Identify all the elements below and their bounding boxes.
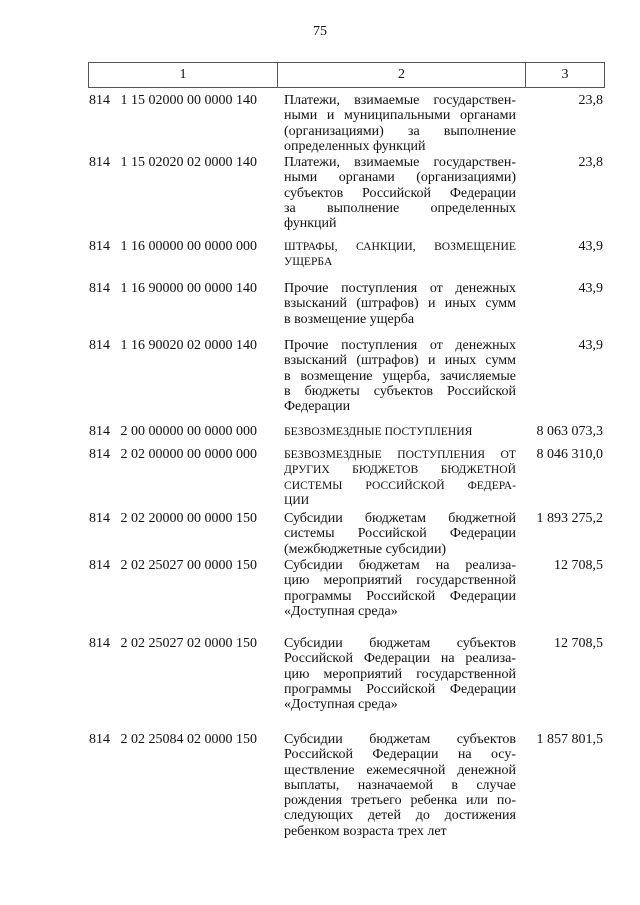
row-amount: 43,9 bbox=[578, 239, 603, 254]
row-amount: 23,8 bbox=[578, 93, 603, 108]
row-amount: 12 708,5 bbox=[554, 636, 603, 651]
description-line: ШТРАФЫ, САНКЦИИ, ВОЗМЕЩЕНИЕ bbox=[284, 240, 516, 253]
description-line: субъектов Российской Федерации bbox=[284, 185, 516, 201]
row-code: 814 2 02 25027 02 0000 150 bbox=[89, 636, 257, 651]
row-code: 814 2 02 25084 02 0000 150 bbox=[89, 732, 257, 747]
row-code: 814 2 02 20000 00 0000 150 bbox=[89, 511, 257, 526]
row-code: 814 2 00 00000 00 0000 000 bbox=[89, 424, 257, 439]
description-line: Субсидии бюджетам субъектов bbox=[284, 636, 516, 651]
description-line: «Доступная среда» bbox=[284, 697, 398, 713]
row-description bbox=[284, 93, 516, 154]
row-code: 814 2 02 25027 00 0000 150 bbox=[89, 558, 257, 573]
row-description bbox=[284, 424, 516, 439]
table-header bbox=[88, 62, 605, 88]
description-line: УЩЕРБА bbox=[284, 255, 333, 269]
description-line: СИСТЕМЫ РОССИЙСКОЙ ФЕДЕРА- bbox=[284, 478, 516, 492]
header-col-1: 1 bbox=[89, 63, 278, 87]
row-amount: 8 063 073,3 bbox=[536, 424, 603, 439]
row-code: 814 1 16 90000 00 0000 140 bbox=[89, 281, 257, 296]
description-line: Платежи, взимаемые государствен- bbox=[284, 93, 516, 108]
row-code: 814 2 02 00000 00 0000 000 bbox=[89, 447, 257, 462]
description-line: программы Российской Федерации bbox=[284, 681, 516, 697]
row-description bbox=[284, 511, 516, 557]
row-code: 814 1 16 90020 02 0000 140 bbox=[89, 338, 257, 353]
page-number: 75 bbox=[313, 24, 327, 39]
description-line: взысканий (штрафов) и иных сумм bbox=[284, 353, 516, 369]
description-line: системы Российской Федерации bbox=[284, 526, 516, 542]
description-line: Субсидии бюджетам на реализа- bbox=[284, 558, 516, 573]
row-amount: 1 893 275,2 bbox=[536, 511, 603, 526]
description-line: (организациями) за выполнение bbox=[284, 123, 516, 139]
description-line: цию мероприятий государственной bbox=[284, 573, 516, 589]
description-line: ребенком возраста трех лет bbox=[284, 823, 447, 839]
description-line: за выполнение определенных bbox=[284, 200, 516, 216]
description-line: Российской Федерации на осу- bbox=[284, 747, 516, 763]
row-amount: 8 046 310,0 bbox=[536, 447, 603, 462]
row-code: 814 1 15 02000 00 0000 140 bbox=[89, 93, 257, 108]
row-code: 814 1 15 02020 02 0000 140 bbox=[89, 155, 257, 170]
row-amount: 43,9 bbox=[578, 338, 603, 353]
row-description bbox=[284, 732, 516, 839]
row-amount: 43,9 bbox=[578, 281, 603, 296]
description-line: ДРУГИХ БЮДЖЕТОВ БЮДЖЕТНОЙ bbox=[284, 463, 516, 477]
row-description bbox=[284, 155, 516, 231]
description-line: Прочие поступления от денежных bbox=[284, 281, 516, 296]
description-line: рождения третьего ребенка или по- bbox=[284, 793, 516, 809]
row-code: 814 1 16 00000 00 0000 000 bbox=[89, 239, 257, 254]
description-line: функций bbox=[284, 216, 337, 232]
row-description bbox=[284, 636, 516, 712]
description-line: Субсидии бюджетам субъектов bbox=[284, 732, 516, 747]
description-line: Платежи, взимаемые государствен- bbox=[284, 155, 516, 170]
header-col-3: 3 bbox=[561, 67, 569, 82]
row-description bbox=[284, 281, 516, 327]
row-description bbox=[284, 447, 516, 508]
description-line: следующих детей до достижения bbox=[284, 808, 516, 824]
description-line: цию мероприятий государственной bbox=[284, 666, 516, 682]
description-line: в возмещение ущерба, зачисляемые bbox=[284, 368, 516, 384]
row-amount: 12 708,5 bbox=[554, 558, 603, 573]
description-line: «Доступная среда» bbox=[284, 603, 398, 619]
description-line: выплаты, назначаемой в случае bbox=[284, 777, 516, 793]
description-line: в бюджеты субъектов Российской bbox=[284, 383, 516, 399]
description-line: ными органами (организациями) bbox=[284, 170, 516, 186]
description-line: БЕЗВОЗМЕЗДНЫЕ ПОСТУПЛЕНИЯ bbox=[284, 425, 473, 438]
description-line: БЕЗВОЗМЕЗДНЫЕ ПОСТУПЛЕНИЯ ОТ bbox=[284, 448, 516, 461]
description-line: Прочие поступления от денежных bbox=[284, 338, 516, 353]
row-description bbox=[284, 239, 516, 270]
row-amount: 23,8 bbox=[578, 155, 603, 170]
row-description bbox=[284, 338, 516, 414]
row-amount: 1 857 801,5 bbox=[536, 732, 603, 747]
description-line: Федерации bbox=[284, 399, 351, 415]
description-line: (межбюджетные субсидии) bbox=[284, 541, 447, 557]
description-line: программы Российской Федерации bbox=[284, 588, 516, 604]
row-description bbox=[284, 558, 516, 619]
description-line: взысканий (штрафов) и иных сумм bbox=[284, 296, 516, 312]
description-line: в возмещение ущерба bbox=[284, 311, 415, 327]
description-line: ЦИИ bbox=[284, 493, 310, 507]
description-line: Субсидии бюджетам бюджетной bbox=[284, 511, 516, 526]
description-line: ществление ежемесячной денежной bbox=[284, 762, 516, 778]
description-line: определенных функций bbox=[284, 138, 426, 154]
header-col-2: 2 bbox=[278, 63, 526, 87]
description-line: ными и муниципальными органами bbox=[284, 108, 516, 124]
description-line: Российской Федерации на реализа- bbox=[284, 651, 516, 667]
